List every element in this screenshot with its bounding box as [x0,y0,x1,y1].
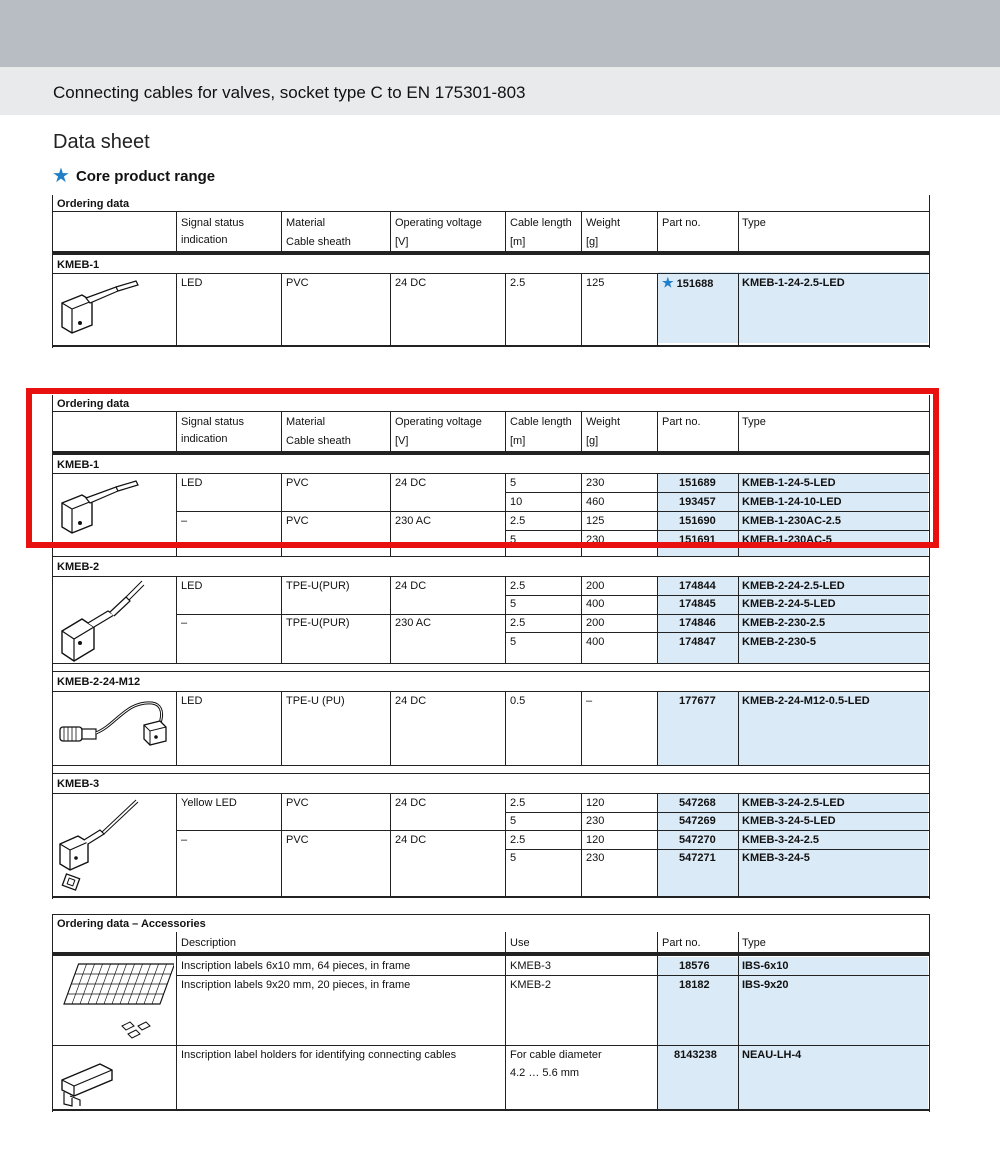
cell-weight: 125 [586,277,605,289]
cell-part: 151691 [679,534,716,546]
cell-voltage: 24 DC [395,695,427,707]
cell-part-value: 151688 [676,278,714,290]
cell-material: PVC [286,834,309,846]
cell-weight: 125 [586,515,605,527]
top-band [0,0,1000,67]
cell-part [662,276,713,291]
header-part: Part no. [662,416,701,428]
group-label-kmeb1: KMEB-1 [57,459,100,471]
header-weight: Weight [586,416,621,428]
cell-use-2: 4.2 … 5.6 mm [510,1067,580,1079]
cell-weight: 120 [586,834,605,846]
cell-part: 151690 [679,515,716,527]
cell-type: KMEB-2-24-5-LED [742,598,836,610]
cell-use: KMEB-2 [510,979,551,991]
cell-voltage: 24 DC [395,797,427,809]
header-voltage: Operating voltage [395,217,482,229]
core-product-range [52,166,215,186]
header-type: Type [742,416,766,428]
page-title: Connecting cables for valves, socket type C to EN 175301-803 [53,83,526,102]
star-icon: ★ [52,165,70,187]
cell-weight: 200 [586,580,605,592]
cell-material: PVC [286,797,309,809]
cell-type: KMEB-1-24-5-LED [742,477,836,489]
kmeb2-socket-icon [56,579,172,663]
cell-signal: Yellow LED [181,797,237,809]
cell-length: 5 [510,815,517,827]
accessories-table [52,914,930,1114]
group-label: KMEB-1 [57,259,100,271]
cell-weight: 230 [586,534,605,546]
group-label-kmeb3: KMEB-3 [57,778,100,790]
cell-part: 193457 [679,496,716,508]
cell-length: 5 [510,852,517,864]
cell-length: 2.5 [510,580,526,592]
cell-type: NEAU-LH-4 [742,1049,802,1061]
cell-part: 547268 [679,797,716,809]
cell-weight: 200 [586,617,605,629]
cell-use: For cable diameter [510,1049,602,1061]
cell-type: KMEB-2-24-2.5-LED [742,580,845,592]
cell-voltage: 24 DC [395,834,427,846]
cell-material: PVC [286,477,309,489]
header-material-2: Cable sheath [286,435,351,447]
cell-part: 547269 [679,815,716,827]
cell-signal: – [181,515,188,527]
cell-description: Inscription labels 9x20 mm, 20 pieces, in frame [181,979,411,991]
cell-weight: 400 [586,636,605,648]
cell-length: 2.5 [510,797,526,809]
cell-use: KMEB-3 [510,960,551,972]
cell-type: KMEB-1-24-2.5-LED [742,277,845,289]
header-signal: Signal status [181,416,244,428]
cell-weight: 400 [586,598,605,610]
cell-type: KMEB-3-24-5-LED [742,815,836,827]
cell-part: 174844 [679,580,716,592]
cell-material: PVC [286,277,309,289]
header-voltage-2: [V] [395,435,409,447]
cell-material: PVC [286,515,309,527]
header-signal: Signal status [181,217,244,229]
cell-length: 10 [510,496,523,508]
cell-type: KMEB-1-230AC-5 [742,534,832,546]
header-material: Material [286,416,326,428]
cell-length: 0.5 [510,695,526,707]
cell-type: KMEB-2-230-5 [742,636,816,648]
cell-part: 8143238 [674,1049,717,1061]
header-signal-2: indication [181,433,228,445]
header-part: Part no. [662,937,701,949]
cell-type: KMEB-1-24-10-LED [742,496,842,508]
cell-part: 18576 [679,960,710,972]
header-description: Description [181,937,237,949]
cell-weight: 230 [586,852,605,864]
cell-signal: LED [181,477,203,489]
core-star-icon: ★ [662,275,674,290]
cell-length: 2.5 [510,277,526,289]
cell-length: 2.5 [510,515,526,527]
cell-part: 151689 [679,477,716,489]
cell-type: KMEB-1-230AC-2.5 [742,515,842,527]
cell-weight: – [586,695,593,707]
header-signal-2: indication [181,234,228,246]
cell-length: 5 [510,636,517,648]
cell-material: TPE-U(PUR) [286,617,350,629]
cell-type: IBS-9x20 [742,979,789,991]
cell-weight: 120 [586,797,605,809]
cell-weight: 230 [586,477,605,489]
cell-voltage: 24 DC [395,277,427,289]
header-material: Material [286,217,326,229]
cell-part: 547271 [679,852,716,864]
cell-weight: 230 [586,815,605,827]
header-weight-2: [g] [586,236,599,248]
header-type: Type [742,217,766,229]
cell-type: KMEB-3-24-5 [742,852,810,864]
group-label-kmeb2: KMEB-2 [57,561,100,573]
header-length-2: [m] [510,236,526,248]
inscription-labels-icon [56,960,174,1044]
header-voltage-2: [V] [395,236,409,248]
header-use: Use [510,937,530,949]
cell-signal: – [181,834,188,846]
cell-voltage: 230 AC [395,515,432,527]
kmeb1-socket-icon [56,477,172,542]
cell-description: Inscription label holders for identifying connecting cables [181,1049,457,1061]
cell-type: KMEB-3-24-2.5-LED [742,797,845,809]
cell-material: TPE-U (PU) [286,695,345,707]
cell-material: TPE-U(PUR) [286,580,350,592]
header-weight: Weight [586,217,621,229]
kmeb3-socket-icon [56,796,172,894]
cell-description: Inscription labels 6x10 mm, 64 pieces, in frame [181,960,411,972]
ordering-table [52,395,930,901]
cell-signal: – [181,617,188,629]
ordering-data-label: Ordering data [57,398,130,410]
cell-part: 18182 [679,979,710,991]
cell-type: IBS-6x10 [742,960,789,972]
header-part: Part no. [662,217,701,229]
cell-length: 5 [510,598,517,610]
cell-length: 5 [510,534,517,546]
header-type: Type [742,937,766,949]
header-length: Cable length [510,217,572,229]
kmeb1-socket-icon [56,277,172,342]
accessories-title: Ordering data – Accessories [57,918,206,930]
core-label: Core product range [75,167,216,185]
header-length-2: [m] [510,435,526,447]
cell-voltage: 24 DC [395,580,427,592]
cell-voltage: 24 DC [395,477,427,489]
cell-length: 5 [510,477,517,489]
label-holder-icon [56,1050,174,1108]
cell-part: 174847 [679,636,716,648]
cell-part: 177677 [679,695,716,707]
header-material-2: Cable sheath [286,236,351,248]
cell-signal: LED [181,580,203,592]
cell-signal: LED [181,277,203,289]
cell-part: 547270 [679,834,716,846]
cell-part: 174846 [679,617,716,629]
ordering-data-label: Ordering data [57,198,130,210]
cell-voltage: 230 AC [395,617,432,629]
kmeb2-m12-connector-icon [56,695,172,763]
cell-length: 2.5 [510,834,526,846]
cell-weight: 460 [586,496,605,508]
header-weight-2: [g] [586,435,599,447]
cell-type: KMEB-2-230-2.5 [742,617,826,629]
cell-type: KMEB-3-24-2.5 [742,834,820,846]
cell-part: 174845 [679,598,716,610]
cell-type: KMEB-2-24-M12-0.5-LED [742,695,870,707]
core-table [52,195,930,350]
cell-signal: LED [181,695,203,707]
header-voltage: Operating voltage [395,416,482,428]
section-title: Data sheet [53,131,150,153]
header-length: Cable length [510,416,572,428]
group-label-kmeb2-m12: KMEB-2-24-M12 [57,676,141,688]
cell-length: 2.5 [510,617,526,629]
